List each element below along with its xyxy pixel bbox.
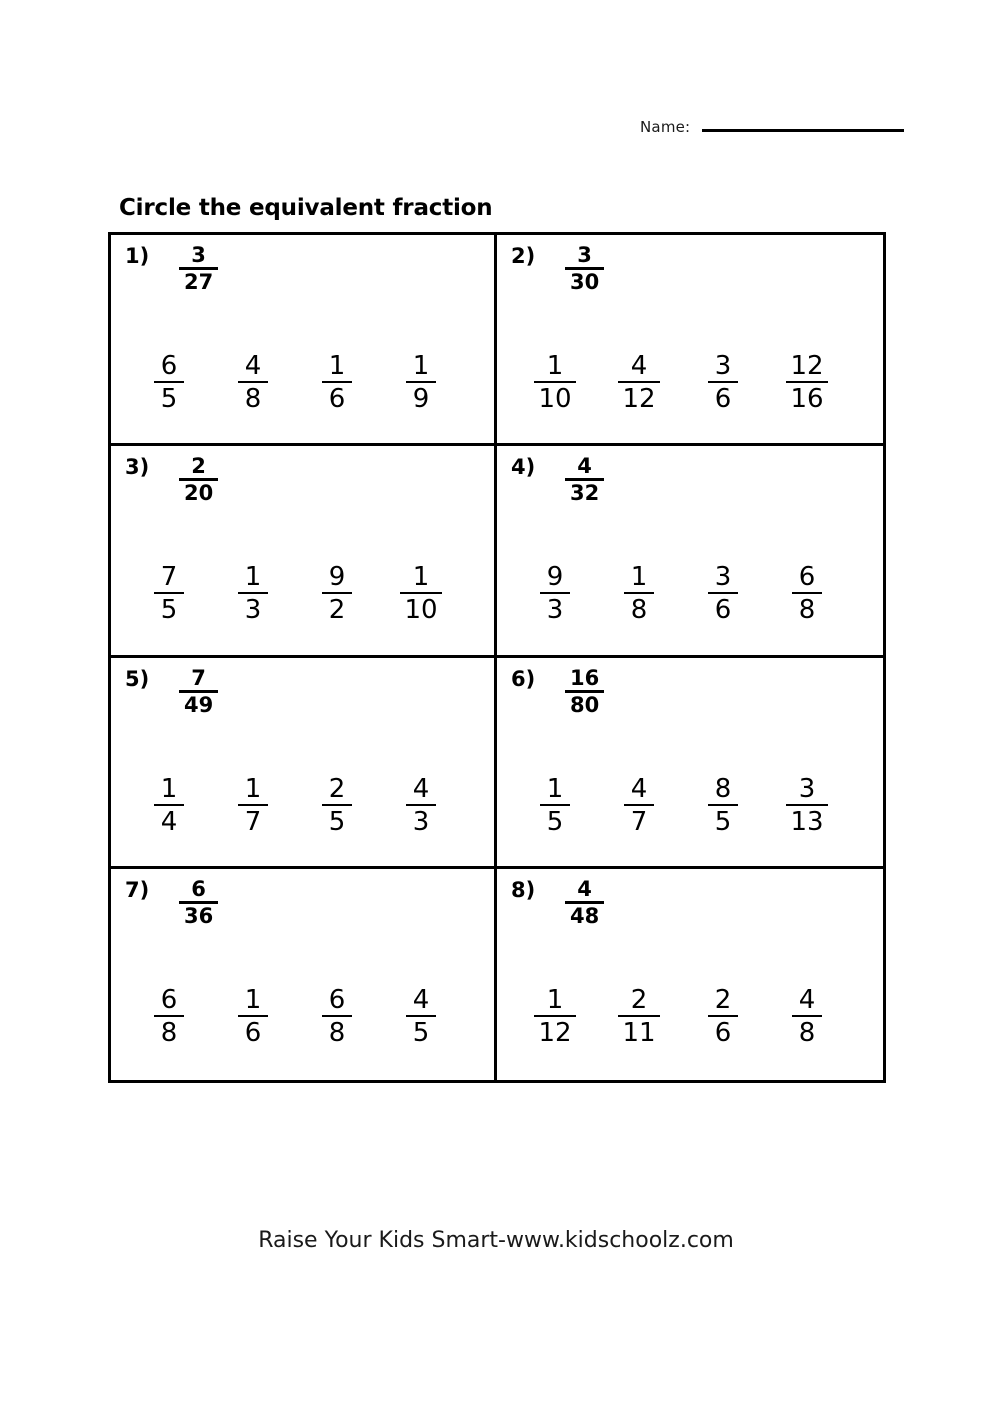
option-denominator: 8 [328,1017,346,1048]
question-numerator: 16 [570,665,600,690]
option-numerator: 1 [630,562,648,593]
option-denominator: 5 [160,595,178,626]
option-fraction [786,773,827,837]
answer-option[interactable] [127,353,211,412]
option-numerator: 4 [244,351,262,381]
problem-cell [111,658,497,869]
option-denominator: 6 [714,384,732,414]
option-fraction [624,562,654,626]
answer-option[interactable] [127,562,211,626]
problem-cell [111,446,497,657]
question-denominator: 49 [184,692,214,717]
question-number: 8) [511,877,536,902]
option-numerator: 1 [244,984,262,1015]
option-numerator: 1 [412,562,430,593]
options-row [497,562,883,626]
answer-option[interactable] [513,353,597,412]
option-numerator: 2 [328,773,346,804]
question-number: 4) [511,455,536,480]
question-fraction [565,452,604,504]
question-denominator: 32 [570,481,600,506]
question-fraction [179,664,218,716]
option-numerator: 4 [798,984,816,1015]
option-fraction [322,562,352,626]
question-fraction [565,664,604,716]
option-numerator: 12 [790,351,824,381]
options-row [497,353,883,412]
question-denominator: 80 [570,692,600,717]
answer-option[interactable] [681,353,765,412]
answer-option[interactable] [513,562,597,626]
answer-option[interactable] [597,773,681,837]
name-field[interactable] [640,118,904,136]
answer-option[interactable] [127,984,211,1048]
answer-option[interactable] [765,773,849,837]
question-fraction [179,875,218,927]
answer-option[interactable] [513,773,597,837]
answer-option[interactable] [765,984,849,1048]
question-numerator: 2 [191,454,206,479]
option-numerator: 2 [714,984,732,1015]
option-fraction [534,353,575,412]
question-numerator: 4 [577,876,592,901]
option-fraction [154,773,184,837]
question-number: 5) [125,666,150,691]
option-denominator: 3 [546,595,564,626]
option-fraction [618,353,659,412]
question-number: 6) [511,666,536,691]
question-numerator: 3 [191,243,206,267]
option-fraction [154,562,184,626]
option-denominator: 6 [328,384,346,414]
name-label: Name: [640,118,691,136]
option-denominator: 8 [798,1017,816,1048]
answer-option[interactable] [597,562,681,626]
options-row [111,773,494,837]
question-numerator: 7 [191,665,206,690]
problem-grid [108,232,886,1083]
option-denominator: 10 [538,384,572,414]
answer-option[interactable] [765,353,849,412]
footer-credit: Raise Your Kids Smart-www.kidschoolz.com [258,1228,734,1253]
option-fraction [534,984,575,1048]
answer-option[interactable] [597,984,681,1048]
option-numerator: 7 [160,562,178,593]
options-row [111,353,494,412]
option-denominator: 16 [790,384,824,414]
answer-option[interactable] [127,773,211,837]
option-denominator: 11 [622,1017,656,1048]
option-denominator: 10 [404,595,438,626]
answer-option[interactable] [597,353,681,412]
question-numerator: 3 [577,243,592,267]
question-head [511,664,604,716]
question-denominator: 36 [184,903,214,928]
answer-option[interactable] [681,773,765,837]
page-title: Circle the equivalent fraction [119,195,493,222]
answer-option[interactable] [211,984,295,1048]
answer-option[interactable] [379,773,463,837]
answer-option[interactable] [379,562,463,626]
answer-option[interactable] [295,562,379,626]
question-fraction [179,452,218,504]
option-fraction [238,562,268,626]
option-numerator: 3 [714,351,732,381]
question-number: 1) [125,244,150,268]
answer-option[interactable] [295,353,379,412]
answer-option[interactable] [379,984,463,1048]
option-denominator: 2 [328,595,346,626]
option-fraction [322,773,352,837]
option-denominator: 5 [328,806,346,837]
question-denominator: 20 [184,481,214,506]
option-numerator: 6 [160,351,178,381]
option-denominator: 8 [244,384,262,414]
option-fraction [238,773,268,837]
question-head [511,452,604,504]
answer-option[interactable] [681,562,765,626]
option-numerator: 9 [546,562,564,593]
option-numerator: 4 [412,773,430,804]
options-row [111,562,494,626]
problem-cell [497,235,883,446]
option-fraction [322,353,352,412]
option-fraction [708,353,738,412]
option-denominator: 9 [412,384,430,414]
answer-option[interactable] [211,562,295,626]
problem-cell [497,869,883,1080]
option-denominator: 3 [412,806,430,837]
options-row [497,984,883,1048]
option-denominator: 8 [630,595,648,626]
option-denominator: 6 [714,595,732,626]
question-number: 7) [125,877,150,902]
option-denominator: 12 [538,1017,572,1048]
answer-option[interactable] [513,984,597,1048]
option-numerator: 1 [412,351,430,381]
option-denominator: 8 [160,1017,178,1048]
option-denominator: 5 [160,384,178,414]
option-numerator: 6 [328,984,346,1015]
option-denominator: 7 [630,806,648,837]
option-fraction [238,353,268,412]
option-fraction [786,353,827,412]
option-denominator: 6 [714,1017,732,1048]
option-denominator: 5 [546,806,564,837]
question-head [511,241,604,293]
option-numerator: 1 [328,351,346,381]
option-numerator: 1 [546,984,564,1015]
option-fraction [400,562,441,626]
option-numerator: 1 [244,562,262,593]
option-fraction [540,773,570,837]
problem-cell [111,869,497,1080]
option-denominator: 6 [244,1017,262,1048]
question-number: 2) [511,244,536,268]
option-fraction [238,984,268,1048]
options-row [497,773,883,837]
option-numerator: 1 [546,351,564,381]
question-numerator: 6 [191,876,206,901]
option-denominator: 7 [244,806,262,837]
answer-option[interactable] [379,353,463,412]
name-write-line[interactable] [702,129,904,132]
option-numerator: 2 [630,984,648,1015]
question-number: 3) [125,455,150,480]
question-fraction [179,241,218,293]
options-row [111,984,494,1048]
problem-cell [497,658,883,869]
answer-option[interactable] [211,773,295,837]
option-fraction [708,773,738,837]
option-numerator: 6 [798,562,816,593]
question-fraction [565,241,604,293]
option-denominator: 4 [160,806,178,837]
option-fraction [708,562,738,626]
answer-option[interactable] [211,353,295,412]
question-head [125,875,218,927]
option-numerator: 8 [714,773,732,804]
question-fraction [565,875,604,927]
option-numerator: 1 [160,773,178,804]
option-fraction [406,984,436,1048]
question-denominator: 30 [570,270,600,294]
option-numerator: 9 [328,562,346,593]
option-denominator: 3 [244,595,262,626]
question-numerator: 4 [577,454,592,479]
option-denominator: 12 [622,384,656,414]
question-head [125,664,218,716]
problem-cell [111,235,497,446]
option-fraction [792,562,822,626]
option-numerator: 4 [630,351,648,381]
option-fraction [154,353,184,412]
option-denominator: 5 [412,1017,430,1048]
option-denominator: 13 [790,806,824,837]
question-denominator: 27 [184,270,214,294]
answer-option[interactable] [765,562,849,626]
option-fraction [708,984,738,1048]
option-numerator: 4 [412,984,430,1015]
option-numerator: 3 [798,773,816,804]
answer-option[interactable] [295,984,379,1048]
option-denominator: 5 [714,806,732,837]
option-denominator: 8 [798,595,816,626]
answer-option[interactable] [681,984,765,1048]
option-fraction [624,773,654,837]
option-numerator: 4 [630,773,648,804]
option-fraction [792,984,822,1048]
problem-cell [497,446,883,657]
question-head [125,452,218,504]
option-numerator: 3 [714,562,732,593]
answer-option[interactable] [295,773,379,837]
option-fraction [406,773,436,837]
option-fraction [618,984,659,1048]
option-fraction [154,984,184,1048]
question-head [125,241,218,293]
option-fraction [540,562,570,626]
option-fraction [406,353,436,412]
option-numerator: 1 [244,773,262,804]
question-head [511,875,604,927]
option-fraction [322,984,352,1048]
option-numerator: 1 [546,773,564,804]
question-denominator: 48 [570,903,600,928]
option-numerator: 6 [160,984,178,1015]
